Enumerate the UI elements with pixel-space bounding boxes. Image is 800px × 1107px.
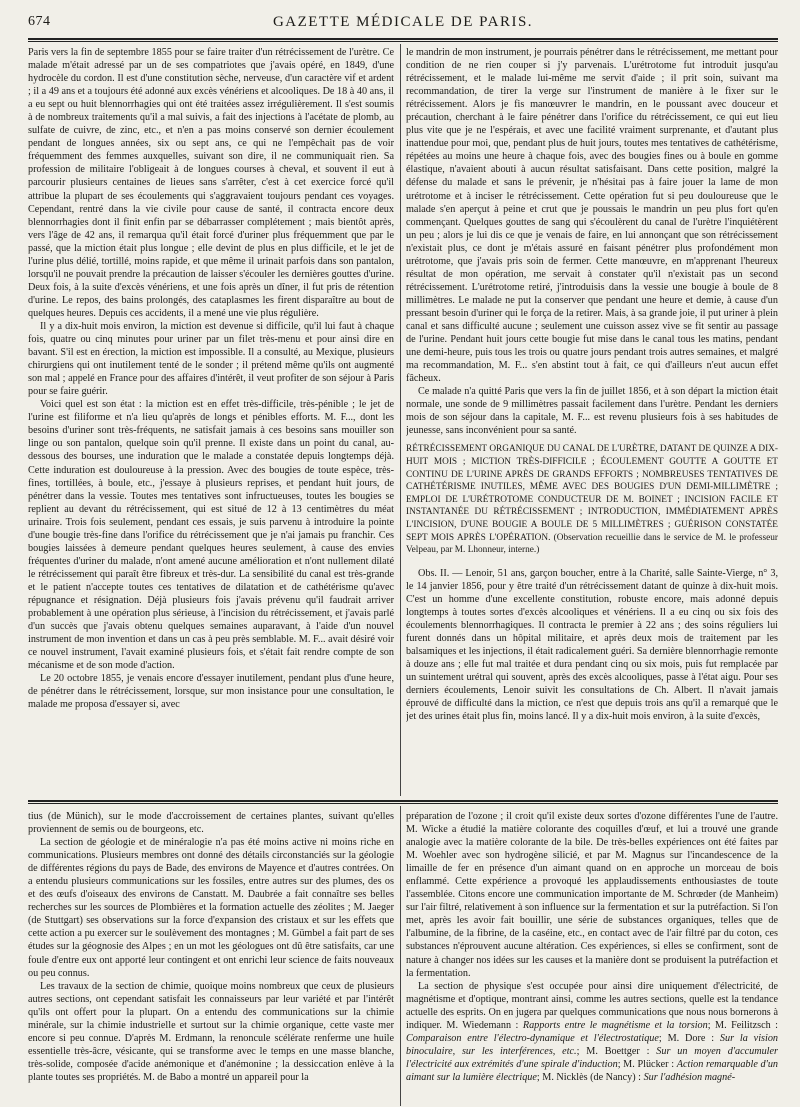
page-number: 674 [28, 14, 51, 29]
paragraph: tius (de Münich), sur le mode d'accroissement de certaines plantes, suivant qu'elles proviennent de semis ou de bourgeons, etc. [28, 811, 394, 836]
page-header [28, 14, 778, 36]
section-rule-thin [28, 803, 778, 804]
paper-title: Rapports entre le magnétisme et la torsion [522, 1019, 708, 1031]
paragraph: préparation de l'ozone ; il croit qu'il existe deux sortes d'ozone différentes l'une de l'autre. M. Wicke a étudié la matière colorante des coquilles d'œuf, et lui a trouvé une grande analogie avec la matière colorante de la bile. De très-belles expériences ont été faites par M. Woehler avec son hydrogène silicié, et par M. Magnus sur l'incandescence de la limaille de fer en présence d'un aimant quand on en approche un morceau de bois enflammé. Cette expérience a provoqué les applaudissements enthousiastes de toute l'assemblée. Citons encore une communication importante de M. Schrœder (de Manheim) sur l'air filtré, relativement à son influence sur la fermentation et sur la putréfaction. Si l'on met, après les avoir fait bouillir, une série de substances organiques, telles que de l'albumine, de la fibrine, de la caséine, etc., en contact avec de l'air filtré par du coton, ces substances n'éprouvent aucune altération. Ces expériences, si elles se confirment, sont de nature à changer nos idées sur les causes et la manière dont se produisent la putréfaction et la fermentation. [406, 811, 778, 979]
text-run: ; M. Nicklès (de Nancy) : [536, 1071, 642, 1083]
paragraph: Il y a dix-huit mois environ, la miction est devenue si difficile, qu'il lui faut à chaque fois, quatre ou cinq minutes pour uriner par un filet très-menu et pour ainsi dire en bavant. S'il est en érection, la miction est impossible. Il a consulté, au Mexique, plusieurs chirurgiens qui ont inutilement tenté de le sonder ; il prétend même qu'ils ont augmenté son mal ; appelé en France pour des affaires d'intérêt, il veut profiter de son séjour à Paris pour se faire guérir. [28, 320, 394, 398]
column-bottom-left [28, 810, 394, 1100]
paragraph: La section de géologie et de minéralogie n'a pas été moins active ni moins riche en communications. Plusieurs membres ont donné des détails circonstanciés sur la géologie de différentes régions du pays de Bade, des environs de Mayence et d'autres contrées. On a entendu plusieurs communications sur les fossiles, entre autres sur des plumes, des os et des œufs d'oiseaux des environs de Canstatt. M. Daubrée a fait connaître ses belles recherches sur les sources de Plombières et la formation actuelle des zéolites ; M. Jaeger (de Stuttgart) ses observations sur la force d'expansion des cristaux et sur les effets que cette action a pu exercer sur le soulèvement des montagnes ; M. Gümbel a fait part de ses études sur la géognosie des Alpes ; en un mot les géologues ont dû être satisfaits, car une foule d'entre eux ont apporté leur contingent et ont enrichi leur science de faits nouveaux ou peu connus. [28, 837, 394, 979]
column-divider-top [400, 44, 401, 796]
paragraph: Paris vers la fin de septembre 1855 pour se faire traiter d'un rétrécissement de l'urètre. Ce malade m'était adressé par un de ses compatriotes que j'avais opéré, en 1849, d'une hydrocèle du cordon. Il est d'une constitution sèche, nerveuse, d'un caractère vif et ardent ; il a 49 ans et a toujours été adonné aux excès vénériens et alcooliques. De 18 à 40 ans, il a eu sept ou huit blennorrhagies qui ont été traitées assez irrégulièrement. Il s'est soumis à de nombreux traitements qu'il a mal suivis, a fait des injections à l'acétate de plomb, au sulfate de cuivre, de zinc, etc., et n'en a pas moins conservé son dernier écoulement pendant de longues années, six ou sept ans, ce qui ne l'empêchait pas de voir fréquemment des femmes auxquelles, suivant son dire, il ne communiquait rien. Sa profession de militaire l'obligeait à de longues courses à cheval, et souvent il eut à parcourir plusieurs centaines de lieues sans s'arrêter, c'est à cet exercice forcé qu'il attribue la plupart de ses écoulements qui s'aggravaient toujours pendant ces voyages. Cependant, rentré dans la vie civile pour cause de santé, il contracta encore deux blennorrhagies dont il finit enfin par se débarrasser complétement ; mais bientôt après, vers l'âge de 42 ans, il remarqua qu'il était forcé d'uriner plus fréquemment que par le passé, que la miction était plus longue ; elle devint de plus en plus difficile, et le jet de l'urine plus délié, tortillé, moins rapide, et que même il urinait parfois dans son pantalon, lorsqu'il ne pouvait prendre la précaution de laisser s'écouler les dernières gouttes d'urine. Deux fois, à la suite d'excès vénériens, et une fois après un dîner, il fut pris de rétention d'urine. Le repos, des bains prolongés, des cataplasmes les firent disparaître au bout de quelques heures. Depuis ces accidents, il a mené une vie plus régulière. [28, 47, 394, 319]
paragraph: Le 20 octobre 1855, je venais encore d'essayer inutilement, pendant plus d'une heure, de pénétrer dans le rétrécissement, lorsque, sur mon insistance pour une consultation, le malade me proposa d'essayer si, avec [28, 673, 394, 711]
column-bottom-right [406, 810, 778, 1100]
header-rule-thin [28, 41, 778, 42]
paragraph: le mandrin de mon instrument, je pourrais pénétrer dans le rétrécissement, me mettant pour condition de ne rien couper si j'y parvenais. L'urétrotome fut introduit jusqu'au rétrécissement, et le malade lui-même me servit d'aide ; il prit soin, suivant ma recommandation, de tirer la verge sur l'instrument de manière à le fixer sur le rétrécissement. Alors je fis manœuvrer le mandrin, en le poussant avec douceur et précaution, cherchant à le faire pénétrer dans l'orifice du rétrécissement, ce qui eut lieu plus vite que je ne l'espérais, et avec une facilité vraiment surprenante, et d'autant plus inattendue pour moi, que, pendant plus de huit jours, toutes mes tentatives de cathétérisme, répétées au moins une heure à chaque fois, avec des bougies fines ou à boule en gomme élastique, n'avaient abouti à aucun résultat satisfaisant. Dans cette position, malgré la défense du malade et sans le prévenir, je n'hésitai pas à faire jouer la lame de mon urétrotome et à inciser le rétrécissement. Cette opération fut si peu douloureuse que le malade s'en aperçut à peine et crut que je poussais le mandrin un peu plus fort qu'en commençant. Quelques gouttes de sang qui s'écoulèrent du canal de l'urètre l'inquiétèrent un peu ; alors je lui dis ce que je venais de faire, en lui annonçant que son rétrécissement n'existait plus, ce dont je m'étais assuré en faisant pénétrer plus profondément mon urétrotome, que j'avais pris soin de fermer. Cette manœuvre, en m'apprenant l'heureux résultat de mon opération, me servait à constater qu'il n'existait pas un second rétrécissement. L'urétrotome retiré, j'introduisis dans la vessie une bougie à boule de 8 millimètres. Le malade ne put la conserver que pendant une heure et demie, à cause d'un pressant besoin d'uriner qui le força de la retirer. Mais, à sa grande joie, il put uriner à plein canal et sans difficulté aucune ; seulement une cuisson assez vive se fit sentir au passage de l'urine. Pendant huit jours cette bougie fut mise dans le canal tous les matins, pendant une demi-heure, puis tous les trois ou quatre jours pendant trois autres semaines, et malgré ma recommandation, M. F... s'en abstint tout à fait, ce qui d'ailleurs n'eut aucun effet fâcheux. [406, 47, 778, 385]
paragraph: Les travaux de la section de chimie, quoique moins nombreux que ceux de plusieurs autres sections, ont cependant satisfait les connaisseurs par leur variété et par l'intérêt qu'ils ont offert pour la plupart. On a entendu des communications sur la chimie minérale, sur la chimie industrielle et surtout sur la chimie organique, cette vaste mer encore si peu connue. D'après M. Erdmann, la renoncule scélérate renferme une huile essentielle très-âcre, vésicante, qui se transforme avec le temps en une masse blanche, très-solide, composée d'acide anémonique et d'anémonine ; la dessiccation enlève à la plante toutes ses propriétés. M. de Babo a montré un appareil pour la [28, 980, 394, 1083]
text-run: La section de physique s'est occupée pour ainsi dire uniquement d'électricité, de magnétisme et d'optique, montrant ainsi, comme les autres sections, quelle est la tendance actuelle des esprits. On en jugera par quelques communications que nous nous bornerons à indiquer. M. Wiedemann : [406, 980, 778, 1031]
paper-title: Sur la vision binoculaire, sur les interférences, etc. [406, 1032, 778, 1057]
paragraph: Voici quel est son état : la miction est en effet très-difficile, très-pénible ; le jet de l'urine est filiforme et n'a lieu qu'après de longs et pénibles efforts. M. F..., dont les besoins d'uriner sont très-fréquents, ne satisfait jamais à ces besoins sans mouiller son linge ou son pantalon, quelque soin qu'il prenne. Il existe dans un point du canal, au-dessous des bourses, une induration que le malade a constatée depuis longtemps déjà. Cette induration est douloureuse à la pression. Avec des bougies de toute espèce, très-fines, tortillées, à boule, etc., j'essaye à plusieurs reprises, et pendant huit jours, de pénétrer dans la vessie. Toutes mes tentatives sont infructueuses, toutes les bougies se replient au devant du rétrécissement, qui est situé de 12 à 13 centimètres du méat urinaire. Trois fois seulement, pendant ces essais, je suis parvenu à introduire la pointe d'une bougie très-fine dans l'orifice du rétrécissement que je n'ai jamais pu franchir. Ces bougies laissées à demeure pendant quelques heures seulement, à cause des envies fréquentes d'uriner du malade, n'ont amené aucune amélioration et n'ont nullement dilaté le rétrécissement qui paraît être fibreux et très-dur. La sensibilité du canal est très-grande et le patient n'accepte toutes ces tentatives de dilatation et de cathétérisme qu'avec répugnance et résignation. Déjà plusieurs fois j'avais prévenu qu'il faudrait arriver probablement à une opération plus sérieuse, à l'incision du rétrécissement, et j'avais parlé d'un succès que j'avais obtenu quelques semaines auparavant, à l'aide d'un nouvel instrument de mon invention et dans un cas à peu près semblable. M. F... avait désiré voir ce nouvel instrument, l'avait examiné plusieurs fois, et s'était fait rendre compte de son mécanisme et de son mode d'action. [28, 399, 394, 672]
text-run: ; M. Dore : [658, 1032, 715, 1044]
column-divider-bottom [400, 806, 401, 1106]
paper-title: Comparaison entre l'électro-dynamique et l'électrostatique [406, 1032, 659, 1044]
paragraph: Ce malade n'a quitté Paris que vers la fin de juillet 1856, et à son départ la miction était normale, une sonde de 9 millimètres passait facilement dans l'urètre. Pendant les derniers mois de son séjour dans la capitale, M. F... est revenu plusieurs fois à ses habitudes de jeunesse, sans inconvénient pour sa santé. [406, 386, 778, 437]
journal-title: GAZETTE MÉDICALE DE PARIS. [272, 14, 534, 30]
paper-title: Sur un moyen d'accumuler l'électricité aux extrémités d'une spirale d'induction [406, 1045, 778, 1070]
paper-title: Sur l'adhésion magné- [643, 1071, 736, 1083]
column-top-right [406, 46, 778, 796]
observation-summary: RÉTRÉCISSEMENT ORGANIQUE DU CANAL DE L'URÈTRE, DATANT DE QUINZE A DIX-HUIT MOIS ; MICTION TRÈS-DIFFICILE ; ÉCOULEMENT GOUTTE A GOUTTE ET CONTINU DE L'URINE APRÈS DE GRANDS EFFORTS ; NOMBREUSES TENTATIVES DE CATHÉTÉRISME INUTILES, MÊME AVEC DES BOUGIES D'UN DEMI-MILLIMÈTRE ; EMPLOI DE L'URÉTROTOME CONDUCTEUR DE M. BOINET ; INCISION FACILE ET INSTANTANÉE DU RÉTRÉCISSEMENT ; INTRODUCTION, IMMÉDIATEMENT APRÈS L'INCISION, D'UNE BOUGIE A BOULE DE 5 MILLIMÈTRES ; GUÉRISON CONSTATÉE SEPT MOIS APRÈS L'OPÉRATION. (Observation recueillie dans le service de M. le professeur Velpeau, par M. Lhonneur, interne.) [406, 444, 778, 556]
column-top-left [28, 46, 394, 796]
paragraph [406, 980, 778, 1084]
observation-paragraph: Obs. II. — Lenoir, 51 ans, garçon boucher, entre à la Charité, salle Sainte-Vierge, n° 3, le 14 janvier 1856, pour y être traité d'un rétrécissement datant de quinze à dix-huit mois. C'est un homme d'une excellente constitution, robuste encore, mais adonné depuis longtemps à toutes sortes d'excès alcooliques et vénériens. Il a eu cinq ou six fois des écoulements blennorrhagiques. Il contracta le premier à 22 ans ; des soins réguliers lui furent donnés dans un hôpital militaire, et après deux mois de traitement par les balsamiques et les injections, il était radicalement guéri. Sa dernière blennorrhagie remonte à douze ans ; elle fut mal traitée et dura pendant cinq ou six mois, puis fut remplacée par un suintement urétral qui souvent, après des excès alcooliques, passe à l'état aigu. Pour ses derniers écoulements, Lenoir suivit les consultations de Ch. Albert. Il n'avait jamais éprouvé de difficulté dans la miction, ce n'est que depuis trois ans qu'il a remarqué que le jet des urines était plus fin, moins lancé. Il y a dix-huit mois environ, à la suite d'excès, [406, 567, 778, 723]
text-run: ; M. Boettger : [576, 1045, 650, 1057]
text-run: ; M. Plücker : [617, 1058, 675, 1070]
section-rule [28, 800, 778, 802]
header-rule [28, 38, 778, 40]
paper-title: Action remarquable d'un aimant sur la lumière électrique [406, 1058, 778, 1083]
text-run: ; M. Feilitzsch : [707, 1019, 778, 1031]
